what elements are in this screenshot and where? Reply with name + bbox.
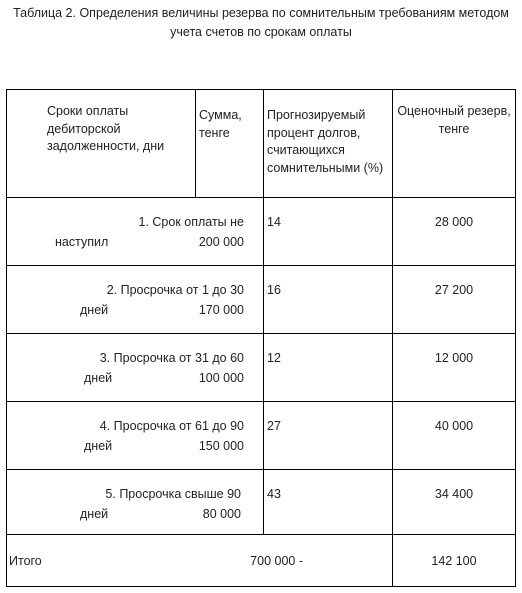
- total-amount: 700 000 -: [250, 554, 303, 568]
- row-2-amount: 170 000: [198, 303, 244, 317]
- row-4-reserve: 40 000: [434, 419, 474, 433]
- row-4-amount: 150 000: [198, 439, 244, 453]
- row-4-label-line-1: 4. Просрочка от 61 до 90: [99, 419, 244, 433]
- row-5-label-line-2: дней: [80, 507, 109, 521]
- row-3-percent: 12: [267, 351, 281, 365]
- header-reserve-line-1: Оценочный резерв,: [397, 104, 511, 118]
- total-label: Итого: [9, 554, 42, 568]
- row-1-amount: 200 000: [198, 235, 244, 249]
- row-3-reserve: 12 000: [434, 351, 474, 365]
- row-1-label-line-1: 1. Срок оплаты не: [138, 215, 244, 229]
- row-2-reserve: 27 200: [434, 283, 474, 297]
- row-divider-1: [7, 265, 515, 266]
- reserve-table: [6, 89, 516, 587]
- row-divider-4: [7, 469, 515, 470]
- row-1-percent: 14: [267, 215, 281, 229]
- header-amount-line-2: тенге: [199, 125, 230, 140]
- row-5-amount: 80 000: [202, 507, 241, 521]
- row-divider-5: [7, 534, 515, 535]
- col-divider-1: [195, 90, 196, 198]
- header-term-line-1: Сроки оплаты: [47, 104, 129, 118]
- header-percent-line-2: процент долгов,: [267, 125, 361, 140]
- row-4-label-line-2: дней: [84, 439, 113, 453]
- row-2-label-line-1: 2. Просрочка от 1 до 30: [106, 283, 244, 297]
- row-5-percent: 43: [267, 487, 281, 501]
- row-1-label-line-2: наступил: [55, 235, 109, 249]
- header-percent-line-3: считающихся: [267, 143, 345, 157]
- row-5-label-line-1: 5. Просрочка свыше 90: [105, 487, 241, 501]
- col-divider-3: [392, 90, 393, 586]
- row-3-label-line-1: 3. Просрочка от 31 до 60: [99, 351, 244, 365]
- total-reserve: 142 100: [431, 554, 477, 568]
- table-caption: [0, 4, 522, 42]
- row-divider-3: [7, 401, 515, 402]
- header-percent-line-1: Прогнозируемый: [267, 108, 366, 122]
- header-percent-line-4: сомнительными (%): [267, 160, 384, 175]
- row-3-amount: 100 000: [198, 371, 244, 385]
- caption-line-2: учета счетов по срокам оплаты: [170, 25, 352, 39]
- caption-line-1: Таблица 2. Определения величины резерва по сомнительным требованиям методом: [13, 6, 509, 20]
- header-term-line-3: задолженности, дни: [47, 139, 165, 153]
- row-2-percent: 16: [267, 283, 281, 297]
- header-reserve-line-2: тенге: [438, 121, 470, 136]
- row-4-percent: 27: [267, 419, 281, 433]
- row-3-label-line-2: дней: [84, 371, 113, 385]
- row-5-reserve: 34 400: [434, 487, 474, 501]
- row-2-label-line-2: дней: [80, 303, 109, 317]
- header-amount-line-1: Сумма,: [199, 108, 242, 122]
- row-divider-header: [7, 197, 515, 198]
- row-1-reserve: 28 000: [434, 215, 474, 229]
- header-term-line-2: дебиторской: [47, 121, 121, 136]
- row-divider-2: [7, 333, 515, 334]
